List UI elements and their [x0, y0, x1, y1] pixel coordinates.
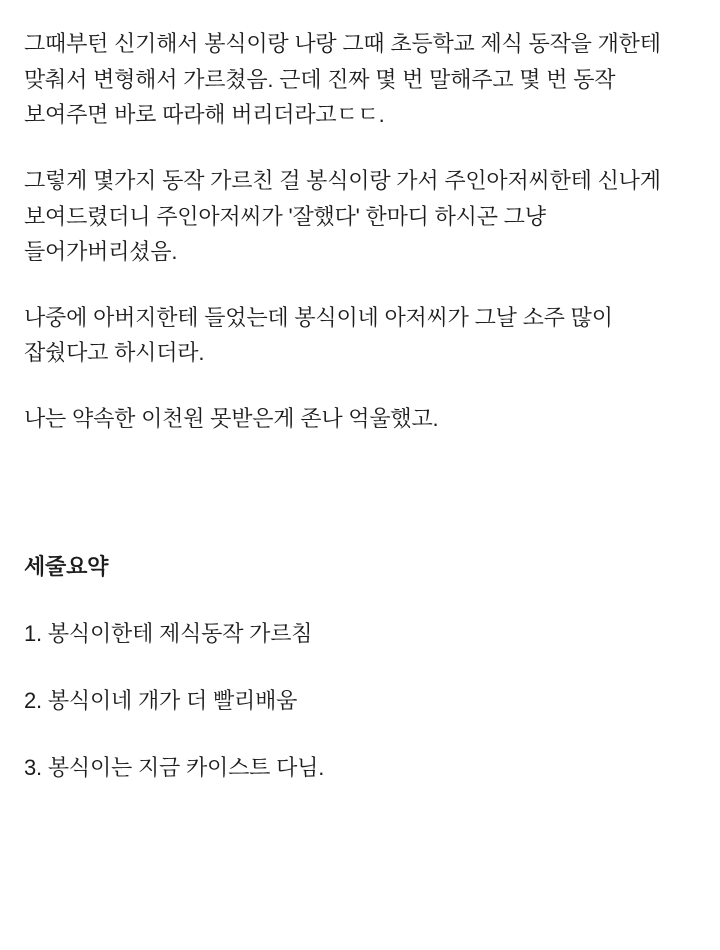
body-paragraph-2: 그렇게 몇가지 동작 가르친 걸 봉식이랑 가서 주인아저씨한테 신나게 보여드렸더니 주인아저씨가 '잘했다' 한마디 하시곤 그냥 들어가버리셨음. — [24, 167, 661, 265]
summary-item-3: 3. 봉식이는 지금 카이스트 다님. — [24, 755, 325, 781]
summary-item-2: 2. 봉식이네 개가 더 빨리배움 — [24, 688, 298, 713]
summary-item-1: 1. 봉식이한테 제식동작 가르침 — [24, 620, 313, 646]
body-paragraph-3: 나중에 아버지한테 들었는데 봉식이네 아저씨가 그날 소주 많이 잡쉈다고 하시더라. — [24, 304, 613, 366]
summary-heading: 세줄요약 — [24, 553, 109, 579]
section-spacer — [24, 437, 696, 549]
body-paragraph-4: 나는 약속한 이천원 못받은게 존나 억울했고. — [24, 406, 439, 431]
body-paragraph-1: 그때부턴 신기해서 봉식이랑 나랑 그때 초등학교 제식 동작을 개한테 맞춰서 변형해서 가르쳤음. 근데 진짜 몇 번 말해주고 몇 번 동작 보여주면 바로 따라해 버리더라고ㄷㄷ. — [24, 31, 661, 128]
